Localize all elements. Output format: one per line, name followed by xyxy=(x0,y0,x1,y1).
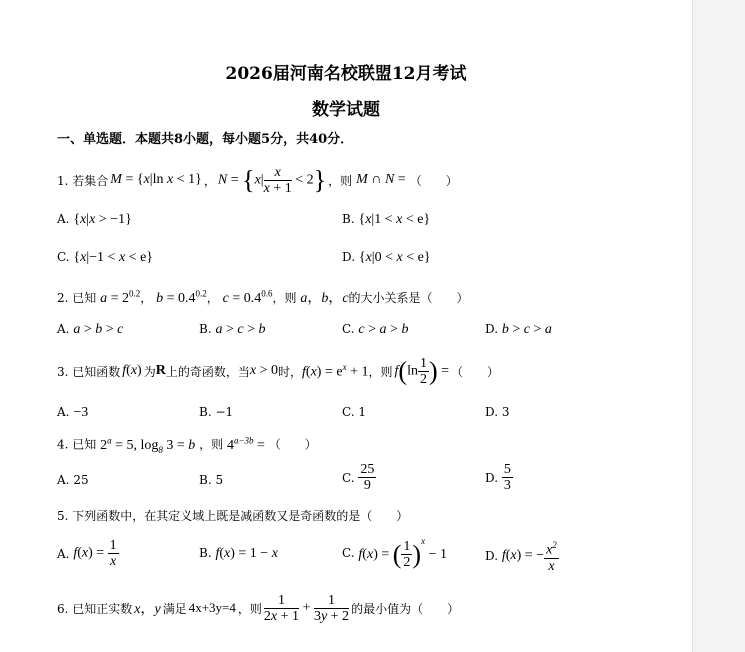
q2-prefix: 2. 已知 xyxy=(57,291,97,305)
q3-option-a xyxy=(57,405,88,421)
q5-option-d xyxy=(485,538,559,574)
q6-mid2: ，则 xyxy=(237,601,262,616)
q3-option-a-value: −3 xyxy=(73,405,89,420)
q4-option-d-den: 3 xyxy=(503,478,511,493)
q1-prefix: 1. 若集合 xyxy=(57,173,109,188)
q2-option-b-math: a > c > b xyxy=(215,322,266,337)
q5-option-b-math: f(x) = 1 − x xyxy=(215,546,278,561)
option-label: C. xyxy=(342,546,355,561)
option-label: D. xyxy=(485,470,499,485)
q2-option-b xyxy=(199,322,266,338)
q2-sep2: ， xyxy=(206,291,219,305)
q4-expr: $4^{a-3b}$ = xyxy=(226,435,265,453)
q4-end: （ ） xyxy=(268,437,317,452)
option-label: C. xyxy=(342,322,355,336)
q4-option-c xyxy=(342,462,376,493)
q1-option-b-math: {x|1 < x < e} xyxy=(358,212,431,227)
option-label: B. xyxy=(199,405,212,419)
q4-option-c-den: 9 xyxy=(363,478,371,493)
q4-option-a-value: 25 xyxy=(73,473,89,487)
q1-option-c-math: {x|−1 < x < e} xyxy=(73,250,154,265)
q3-cond: x > 0 xyxy=(249,363,278,378)
q1-option-d-math: {x|0 < x < e} xyxy=(358,250,431,265)
q1-option-d xyxy=(342,250,431,266)
question-3 xyxy=(57,352,499,390)
q1-set-m: M = {x|ln x < 1} xyxy=(110,172,202,187)
q6-expr: $\frac{1}{2x + 1}$ + $\frac{1}{3y + 2}$ xyxy=(263,592,350,624)
option-label: B. xyxy=(199,322,212,336)
q3-mid1: 为 xyxy=(143,364,156,379)
q4-mid: ，则 xyxy=(199,437,224,452)
option-label: C. xyxy=(342,470,355,485)
option-label: D. xyxy=(485,548,499,563)
option-label: B. xyxy=(199,473,212,487)
q3-mid4: ，则 xyxy=(368,364,393,379)
question-4 xyxy=(57,435,317,454)
option-label: B. xyxy=(199,546,212,560)
q3-option-c-value: 1 xyxy=(358,405,367,419)
q4-option-c-num: 25 xyxy=(360,462,375,477)
q4-option-b-value: 5 xyxy=(215,473,224,487)
q3-mid2: 上的奇函数，当 xyxy=(165,364,250,379)
q6-equation: 4x+3y=4 xyxy=(188,600,236,615)
option-label: B. xyxy=(342,212,355,226)
viewer-background xyxy=(692,0,745,652)
q2-sep1: ， xyxy=(140,291,153,305)
q1-option-c xyxy=(57,250,153,266)
question-2 xyxy=(57,287,469,307)
question-5: 5. 下列函数中，在其定义域上既是减函数又是奇函数的是（ ） xyxy=(57,509,409,523)
q6-prefix: 6. 已知正实数 xyxy=(57,601,133,616)
option-label: D. xyxy=(485,322,499,336)
q2-a-def: $a = 2^{0.2}$ xyxy=(100,288,141,306)
q4-prefix: 4. 已知 xyxy=(57,437,97,452)
q2-c-def: $c = 0.4^{0.6}$ xyxy=(222,288,273,306)
q6-end: 的最小值为（ ） xyxy=(351,601,460,616)
exam-subtitle: 数学试题 xyxy=(312,100,380,120)
q6-vars: x，y xyxy=(134,602,161,617)
question-6 xyxy=(57,590,459,626)
q1-end: （ ） xyxy=(409,173,458,188)
q2-option-d xyxy=(485,322,552,338)
q4-option-d-num: 5 xyxy=(503,462,511,477)
q2-option-a-math: a > b > c xyxy=(73,322,124,337)
question-1 xyxy=(57,162,458,198)
q3-expr: f(ln $\frac{1}{2}$ ) = xyxy=(394,355,450,387)
q3-mid3: 时， xyxy=(278,364,303,379)
q1-mid: ， xyxy=(203,173,216,188)
q2-vars: a，b，c xyxy=(300,291,349,306)
q3-prefix: 3. 已知函数 xyxy=(57,364,121,379)
option-label: C. xyxy=(57,250,70,264)
q1-option-a xyxy=(57,212,132,228)
q3-option-b xyxy=(199,405,233,419)
option-label: A. xyxy=(57,212,70,226)
q2-option-c xyxy=(342,322,408,338)
q1-suffix: ，则 xyxy=(328,173,353,188)
q4-option-b xyxy=(199,473,223,487)
option-label: C. xyxy=(342,405,355,419)
q2-b-def: $b = 0.4^{0.2}$ xyxy=(156,288,207,306)
q4-cond: $2^a = 5$, $\log_8 3 = b$ xyxy=(100,435,196,455)
q5-option-c xyxy=(342,536,447,570)
q2-option-c-math: c > a > b xyxy=(358,322,409,337)
q3-option-d xyxy=(485,405,509,419)
q2-suffix: ，则 xyxy=(272,291,297,305)
q4-option-d xyxy=(485,462,513,493)
q4-option-a xyxy=(57,473,89,487)
option-label: A. xyxy=(57,546,70,561)
q2-option-d-math: b > c > a xyxy=(501,322,552,337)
q3-real-set: R xyxy=(155,363,166,378)
exam-title: 2026届河南名校联盟12月考试 xyxy=(225,64,467,84)
q5-option-a-math: f(x) = $\frac{1}{x}$ xyxy=(73,538,117,569)
q2-option-a xyxy=(57,322,123,338)
option-label: D. xyxy=(342,250,356,264)
option-label: A. xyxy=(57,473,70,487)
q3-def: $f(x) = e^x + 1$ xyxy=(302,361,369,380)
q5-option-b xyxy=(199,546,278,562)
q3-option-c xyxy=(342,405,366,419)
q5-option-c-math: f(x) = ( $\frac{1}{2}$ )$^x$ − 1 xyxy=(358,536,447,571)
option-label: A. xyxy=(57,405,70,419)
q3-option-b-value: −1 xyxy=(215,405,234,419)
q1-option-a-math: {x|x > −1} xyxy=(73,212,132,227)
q3-end: （ ） xyxy=(451,364,500,379)
q2-end: 的大小关系是（ ） xyxy=(348,291,469,305)
q1-set-n: N = {x| $\frac{x}{x + 1}$ < 2} xyxy=(217,164,327,196)
q1-intersection: M ∩ N = xyxy=(356,172,406,187)
q5-option-d-math: f(x) = − $\frac{x^2}{x}$ xyxy=(501,540,557,574)
q3-option-d-value: 3 xyxy=(501,405,510,419)
q1-option-b xyxy=(342,212,430,228)
q3-fx: f(x) xyxy=(122,363,142,378)
section-heading: 一、单选题．本题共8小题，每小题5分，共40分． xyxy=(57,132,354,147)
option-label: A. xyxy=(57,322,70,336)
option-label: D. xyxy=(485,405,499,419)
q5-option-a xyxy=(57,538,119,569)
q6-mid: 满足 xyxy=(162,601,187,616)
